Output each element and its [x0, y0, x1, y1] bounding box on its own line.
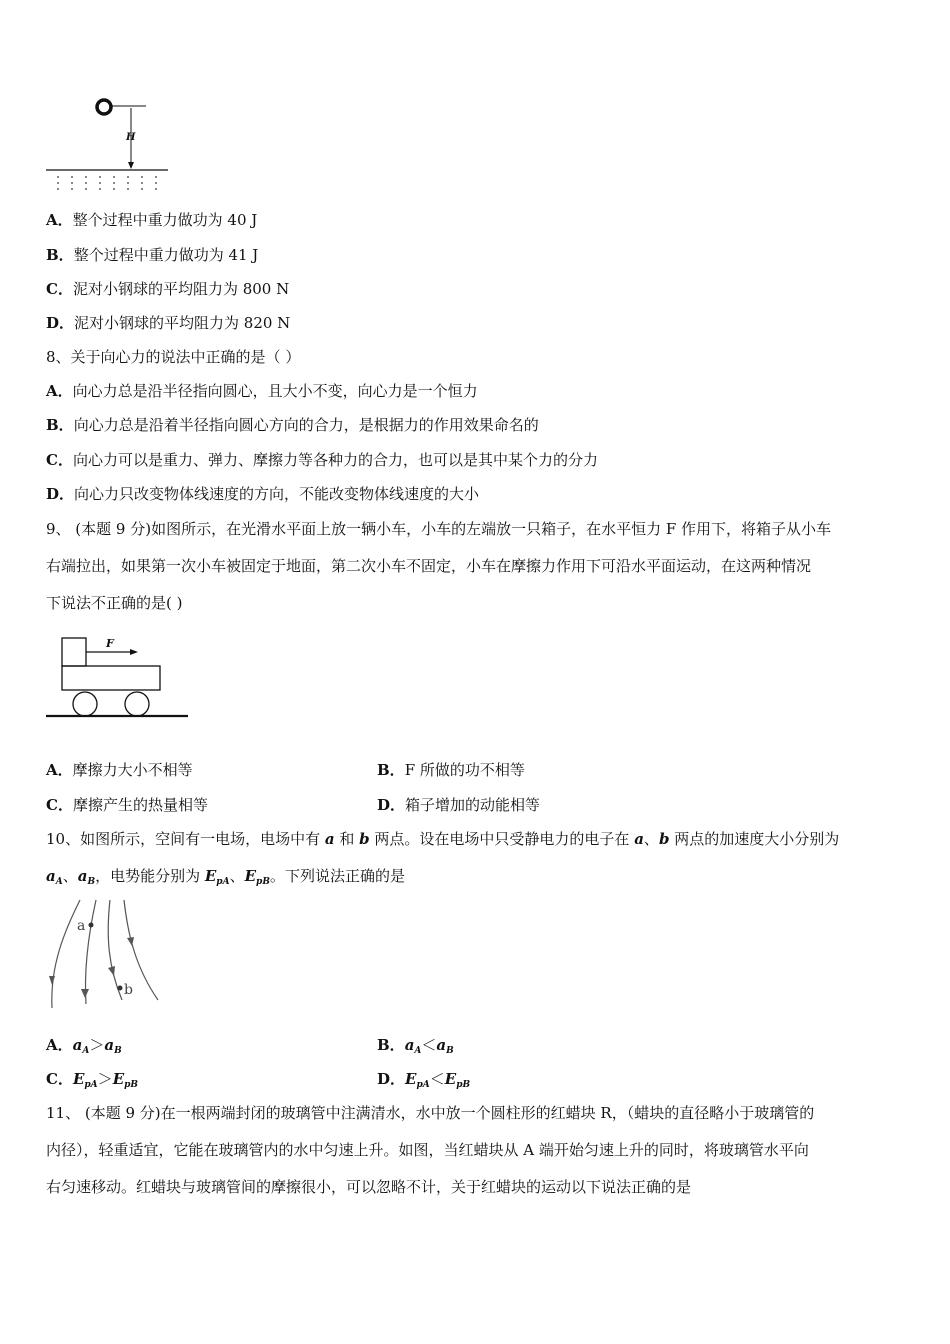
q10-stem-line1: 10、如图所示，空间有一电场，电场中有 a 和 b 两点。设在电场中只受静电力的电子在 a、b 两点的加速度大小分别为: [46, 830, 840, 848]
wheel-right: [125, 692, 149, 716]
q7-option-c[interactable]: C．泥对小钢球的平均阻力为 800 N: [46, 280, 290, 298]
q8-option-a[interactable]: A．向心力总是沿半径指向圆心，且大小不变，向心力是一个恒力: [46, 382, 478, 400]
q11-stem-line1: 11、 (本题 9 分)在一根两端封闭的玻璃管中注满清水，水中放一个圆柱形的红蜡块 R，（蜡块的直径略小于玻璃管的: [46, 1104, 815, 1122]
q9-option-a[interactable]: A．摩擦力大小不相等: [46, 761, 193, 779]
q8-option-b[interactable]: B．向心力总是沿着半径指向圆心方向的合力，是根据力的作用效果命名的: [46, 416, 539, 434]
ball-drop-figure: [44, 96, 174, 198]
cart-box-figure: [44, 632, 194, 724]
q10-stem-line2: $a_A$、$a_B$，电势能分别为 $E_{pA}$、$E_{pB}$。下列说法正确的是: [46, 867, 405, 887]
label-a: a: [77, 918, 86, 934]
q9-stem-line2: 右端拉出，如果第一次小车被固定于地面，第二次小车不固定，小车在摩擦力作用下可沿水平面运动，在这两种情况: [46, 557, 812, 575]
q10-option-d[interactable]: D．$E_{pA}<E_{pB}$: [377, 1070, 471, 1090]
q7-option-b[interactable]: B．整个过程中重力做功为 41 J: [46, 246, 259, 264]
q9-option-c[interactable]: C．摩擦产生的热量相等: [46, 796, 208, 814]
q10-option-c[interactable]: C．$E_{pA}>E_{pB}$: [46, 1070, 139, 1090]
force-label: F: [106, 637, 114, 650]
q9-option-b[interactable]: B．F 所做的功不相等: [377, 761, 525, 779]
q8-stem: 8、关于向心力的说法中正确的是（ ）: [46, 348, 301, 366]
q11-stem-line2: 内径），轻重适宜，它能在玻璃管内的水中匀速上升。如图，当红蜡块从 A 端开始匀速上升的同时，将玻璃管水平向: [46, 1141, 809, 1159]
q10-option-b[interactable]: B．$a_A<a_B$: [377, 1036, 454, 1056]
q9-option-d[interactable]: D．箱子增加的动能相等: [377, 796, 541, 814]
q8-option-c[interactable]: C．向心力可以是重力、弹力、摩擦力等各种力的合力，也可以是其中某个力的分力: [46, 451, 598, 469]
field-lines-figure: [44, 896, 164, 1014]
height-label: H: [126, 132, 136, 143]
box: [62, 638, 86, 666]
point-b: [118, 986, 123, 991]
field-line-3: [108, 900, 122, 1000]
q9-stem-line1: 9、 (本题 9 分)如图所示，在光滑水平面上放一辆小车，小车的左端放一只箱子，在水平恒力 F 作用下，将箱子从小车: [46, 520, 832, 538]
cart-body: [62, 666, 160, 690]
q11-stem-line3: 右匀速移动。红蜡块与玻璃管间的摩擦很小，可以忽略不计，关于红蜡块的运动以下说法正确的是: [46, 1178, 692, 1196]
field-line-1: [52, 900, 80, 1008]
point-a: [89, 923, 94, 928]
q9-stem-line3: 下说法不正确的是( ): [46, 594, 183, 612]
q8-option-d[interactable]: D．向心力只改变物体线速度的方向，不能改变物体线速度的大小: [46, 485, 480, 503]
wheel-left: [73, 692, 97, 716]
mud-dots: [57, 176, 157, 190]
q10-option-a[interactable]: A．$a_A>a_B$: [46, 1036, 122, 1056]
field-line-2: [85, 900, 96, 1004]
q7-option-a[interactable]: A．整个过程中重力做功为 40 J: [46, 211, 258, 229]
steel-ball: [97, 100, 111, 114]
label-b: b: [124, 982, 133, 998]
q7-option-d[interactable]: D．泥对小钢球的平均阻力为 820 N: [46, 314, 291, 332]
